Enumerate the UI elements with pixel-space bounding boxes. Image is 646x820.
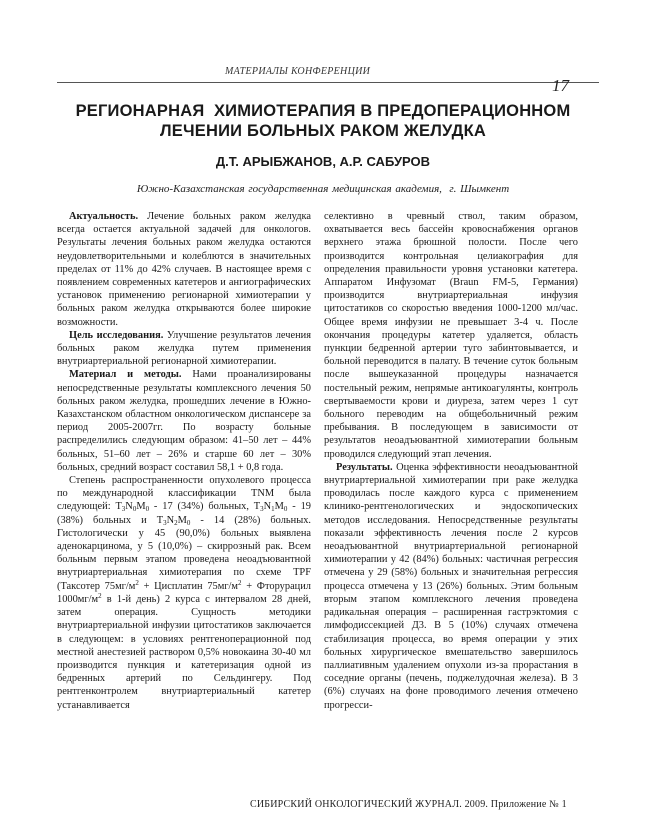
subscript: 0 bbox=[132, 505, 137, 514]
article-authors: Д.Т. АРЫБЖАНОВ, А.Р. САБУРОВ bbox=[215, 154, 431, 169]
header-rule bbox=[57, 82, 599, 83]
paragraph-relevance bbox=[57, 210, 311, 329]
text-run: N bbox=[166, 514, 175, 526]
paragraph-text: Улучшение результатов лечения больных раком желудка путем применения внутриартериальной регионарной химиотерапии. bbox=[57, 329, 311, 368]
right-column bbox=[324, 210, 578, 712]
paragraph-text: Нами проанализированы непосредственные результаты комплексного лечения 50 больных раком желудка, прошедших лечение в Южно-Казахстанском областном онкологическом диспансере за период 2005-2007гг. По возрасту больные распределились следующим образом: 41–50 лет – 44% больных, 51–60 лет – 26% и старше 60 лет – 30% больных, средний возраст составил 58,1 + 0,8 года. bbox=[57, 369, 311, 473]
text-run: Степень распространенности опухолевого процесса по международной классификации TNM была следующей: T bbox=[57, 475, 311, 513]
section-head-relevance: Актуальность. bbox=[69, 211, 139, 222]
superscript: 2 bbox=[135, 578, 139, 587]
article-title bbox=[20, 101, 626, 141]
text-run: M bbox=[274, 501, 284, 513]
paragraph-text: Лечение больных раком желудка всегда остается актуальной задачей для онкологов. Результаты лечения больных раком желудка остаются неудовлетворительными и колеблются в значительных пределах от 11% до 42% случаев. В настоящее время с появлением современных катетеров и ангиографических установок применению регионарной химиотерапии у больных раком желудка открываются более широкие возможности. bbox=[57, 211, 311, 328]
text-run: - 14 (28%) больных. Гистологически у 45 (90,0%) больных выявлена аденокарцинома, у 5 (10,0%) – скиррозный рак. Всем больным первым этапом проведена неоадъювантной внутриартериальная химиотерапия по схеме TPF (Таксотер 75мг/м bbox=[57, 514, 311, 592]
paragraph-text: Оценка эффективности неоадъювантной внутриартериальной химиотерапии при раке желудка проводилась после каждого курса с применением клинико-рентгенологических и эндоскопических методов исследования. Непосредственные результаты показали эффективность лечения после 2 курсов неоадъювантной внутриартериальной регионарной химиотерапии у 42 (84%) больных: частичная регрессия отмечена у 29 (58%) больных и значительная регрессия процесса отмечена у 13 (26%) больных. Этим больным вторым этапом комплексного лечения проведена радикальная операция – расширенная гастрэктомия с лимфодиссекцией Д3. В 5 (10%) случаях отмечена стабилизация процесса, во время операции у этих больных хирургическое вмешательство завершилось паллиативным удалением опухоли из-за прорастания в соседние органы (печень, поджелудочная железа). В 3 (6%) случаях на фоне проводимого лечения отмечено прогресси- bbox=[324, 461, 578, 711]
text-run: M bbox=[136, 501, 146, 513]
subscript: 3 bbox=[163, 518, 167, 527]
title-line-2: ЛЕЧЕНИИ БОЛЬНЫХ РАКОМ ЖЕЛУДКА bbox=[160, 122, 486, 140]
text-run: - 19 (38%) больных и T bbox=[57, 501, 311, 526]
section-head-methods: Материал и методы. bbox=[69, 369, 182, 381]
text-run: - 17 (34%) больных, T bbox=[149, 501, 261, 513]
subscript: 2 bbox=[174, 518, 178, 527]
paragraph-methods bbox=[57, 368, 311, 474]
paragraph-results bbox=[324, 461, 578, 712]
paragraph-procedure-continued: селективно в чревный ствол, таким образом, охватывается весь бассейн кровоснабжения органов верхнего этажа брюшной полости. После чего производится контрольная целиакография для определения правильности уровня установки катетера. Аппаратом Инфузомат (Braun FM-5, Германия) производится внутриартериальная инфузия цитостатиков со скоростью введения 1000-1200 мл/час. Общее время инфузии не превышает 3-4 ч. После окончания процедуры катетер удаляется, область пункции бедренной артерии туго забинтовывается, и больной переводится в палату. В течение суток больным после вышеуказанной процедуры назначается постельный режим, непрямые антикоагулянты, контроль свертываемости крови и диуреза, затем через 1 сут больного переводим на общебольничный режим пребывания. В последующем в зависимости от результатов неоадъювантной химиотерапии больным проводился следующий этап лечения. bbox=[324, 211, 578, 460]
left-column bbox=[57, 210, 311, 712]
paragraph-staging bbox=[57, 474, 311, 712]
text-run: M bbox=[177, 514, 187, 526]
page-number: 17 bbox=[552, 76, 569, 95]
text-run: N bbox=[263, 501, 272, 513]
text-run: N bbox=[125, 501, 133, 513]
superscript: 2 bbox=[98, 591, 102, 600]
article-affiliation: Южно-Казахстанская государственная медицинская академия, г. Шымкент bbox=[136, 183, 510, 195]
section-head-results: Результаты. bbox=[336, 461, 393, 473]
subscript: 0 bbox=[145, 505, 150, 514]
running-head: МАТЕРИАЛЫ КОНФЕРЕНЦИИ bbox=[225, 66, 371, 77]
text-run: в 1-й день) 2 курса с интервалом 28 дней, затем операция. Сущность методики внутриартериальной инфузии цитостатиков заключается в следующем: в условиях рентгеноперационной под местной анестезией раствором 0,5% новокаина 30-40 мл производится пункция и катетеризация одной из бедренных артерий по Сельдингеру. Под рентгенконтролем внутриартериальный катетер устанавливается bbox=[57, 593, 311, 711]
text-run: + Цисплатин 75мг/м bbox=[138, 580, 239, 592]
subscript: 3 bbox=[121, 505, 126, 514]
subscript: 1 bbox=[271, 505, 275, 514]
section-head-aim: Цель исследования. bbox=[69, 329, 164, 341]
text-run: + Фторурацил 1000мг/м bbox=[57, 580, 311, 605]
subscript: 0 bbox=[283, 505, 288, 514]
title-line-1: РЕГИОНАРНАЯ ХИМИОТЕРАПИЯ В ПРЕДОПЕРАЦИОННОМ bbox=[75, 102, 571, 120]
subscript: 0 bbox=[186, 518, 191, 527]
paragraph-aim bbox=[57, 329, 311, 369]
journal-footer: СИБИРСКИЙ ОНКОЛОГИЧЕСКИЙ ЖУРНАЛ. 2009. Приложение № 1 bbox=[250, 799, 567, 810]
superscript: 2 bbox=[238, 578, 242, 587]
subscript: 3 bbox=[260, 505, 264, 514]
